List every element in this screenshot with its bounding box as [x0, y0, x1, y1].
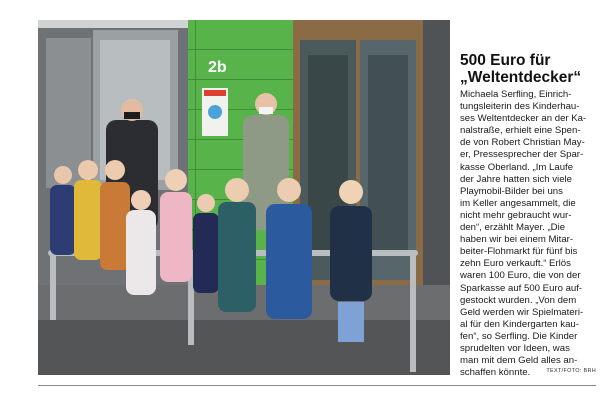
- body-line: Geld werden wir Spielmateri-: [460, 306, 584, 318]
- body-line: gestockt wurden. „Von dem: [460, 294, 577, 306]
- body-line: waren 100 Euro, die von der: [460, 270, 581, 282]
- headline-line: 500 Euro für: [460, 52, 551, 69]
- body-line: nicht mehr gebraucht wur-: [460, 209, 572, 221]
- bottom-rule: [38, 385, 596, 386]
- body-line: zehn Euro verkauft.“ Erlös: [460, 258, 571, 270]
- body-line: al für den Kindergarten kau-: [460, 318, 579, 330]
- body-line: tungsleiterin des Kinderhau-: [460, 101, 580, 113]
- article-photo: [38, 20, 450, 375]
- body-line: fen“, so Serfling. Die Kinder: [460, 330, 578, 342]
- body-line: sprudelten vor Ideen, was: [460, 342, 570, 354]
- photo-credit: TEXT/FOTO: BRH: [546, 368, 596, 374]
- body-line: Sparkasse auf 500 Euro auf-: [460, 282, 583, 294]
- body-line: haben wir bei einem Mitar-: [460, 234, 574, 246]
- body-line: Michaela Serfling, Einrich-: [460, 89, 572, 100]
- headline: [460, 52, 597, 86]
- body-line: kasse Oberland. „Im Laufe: [460, 161, 574, 173]
- article-column: [460, 52, 597, 379]
- body-line: der Jahre hatten sich viele: [460, 173, 572, 185]
- body-line: beiter-Flohmarkt für fünf bis: [460, 246, 578, 258]
- body-line: den“, erzählt Mayer. „Die: [460, 222, 566, 234]
- headline-line: „Weltentdecker“: [460, 69, 582, 86]
- body-line: er, Pressesprecher der Spar-: [460, 149, 584, 161]
- body-line: im Keller angesammelt, die: [460, 197, 576, 209]
- body-line: nalstraße, erhielt eine Spen-: [460, 125, 581, 137]
- body-line: de von Robert Christian May-: [460, 137, 585, 149]
- article-body: [460, 89, 597, 379]
- door-number: 2b: [208, 59, 227, 76]
- body-line: man mit dem Geld alles an-: [460, 355, 578, 367]
- body-line: Playmobil-Bilder bei uns: [460, 185, 563, 197]
- body-line: ses Weltentdecker an der Ka-: [460, 113, 587, 125]
- body-line: schaffen könnte.: [460, 367, 531, 379]
